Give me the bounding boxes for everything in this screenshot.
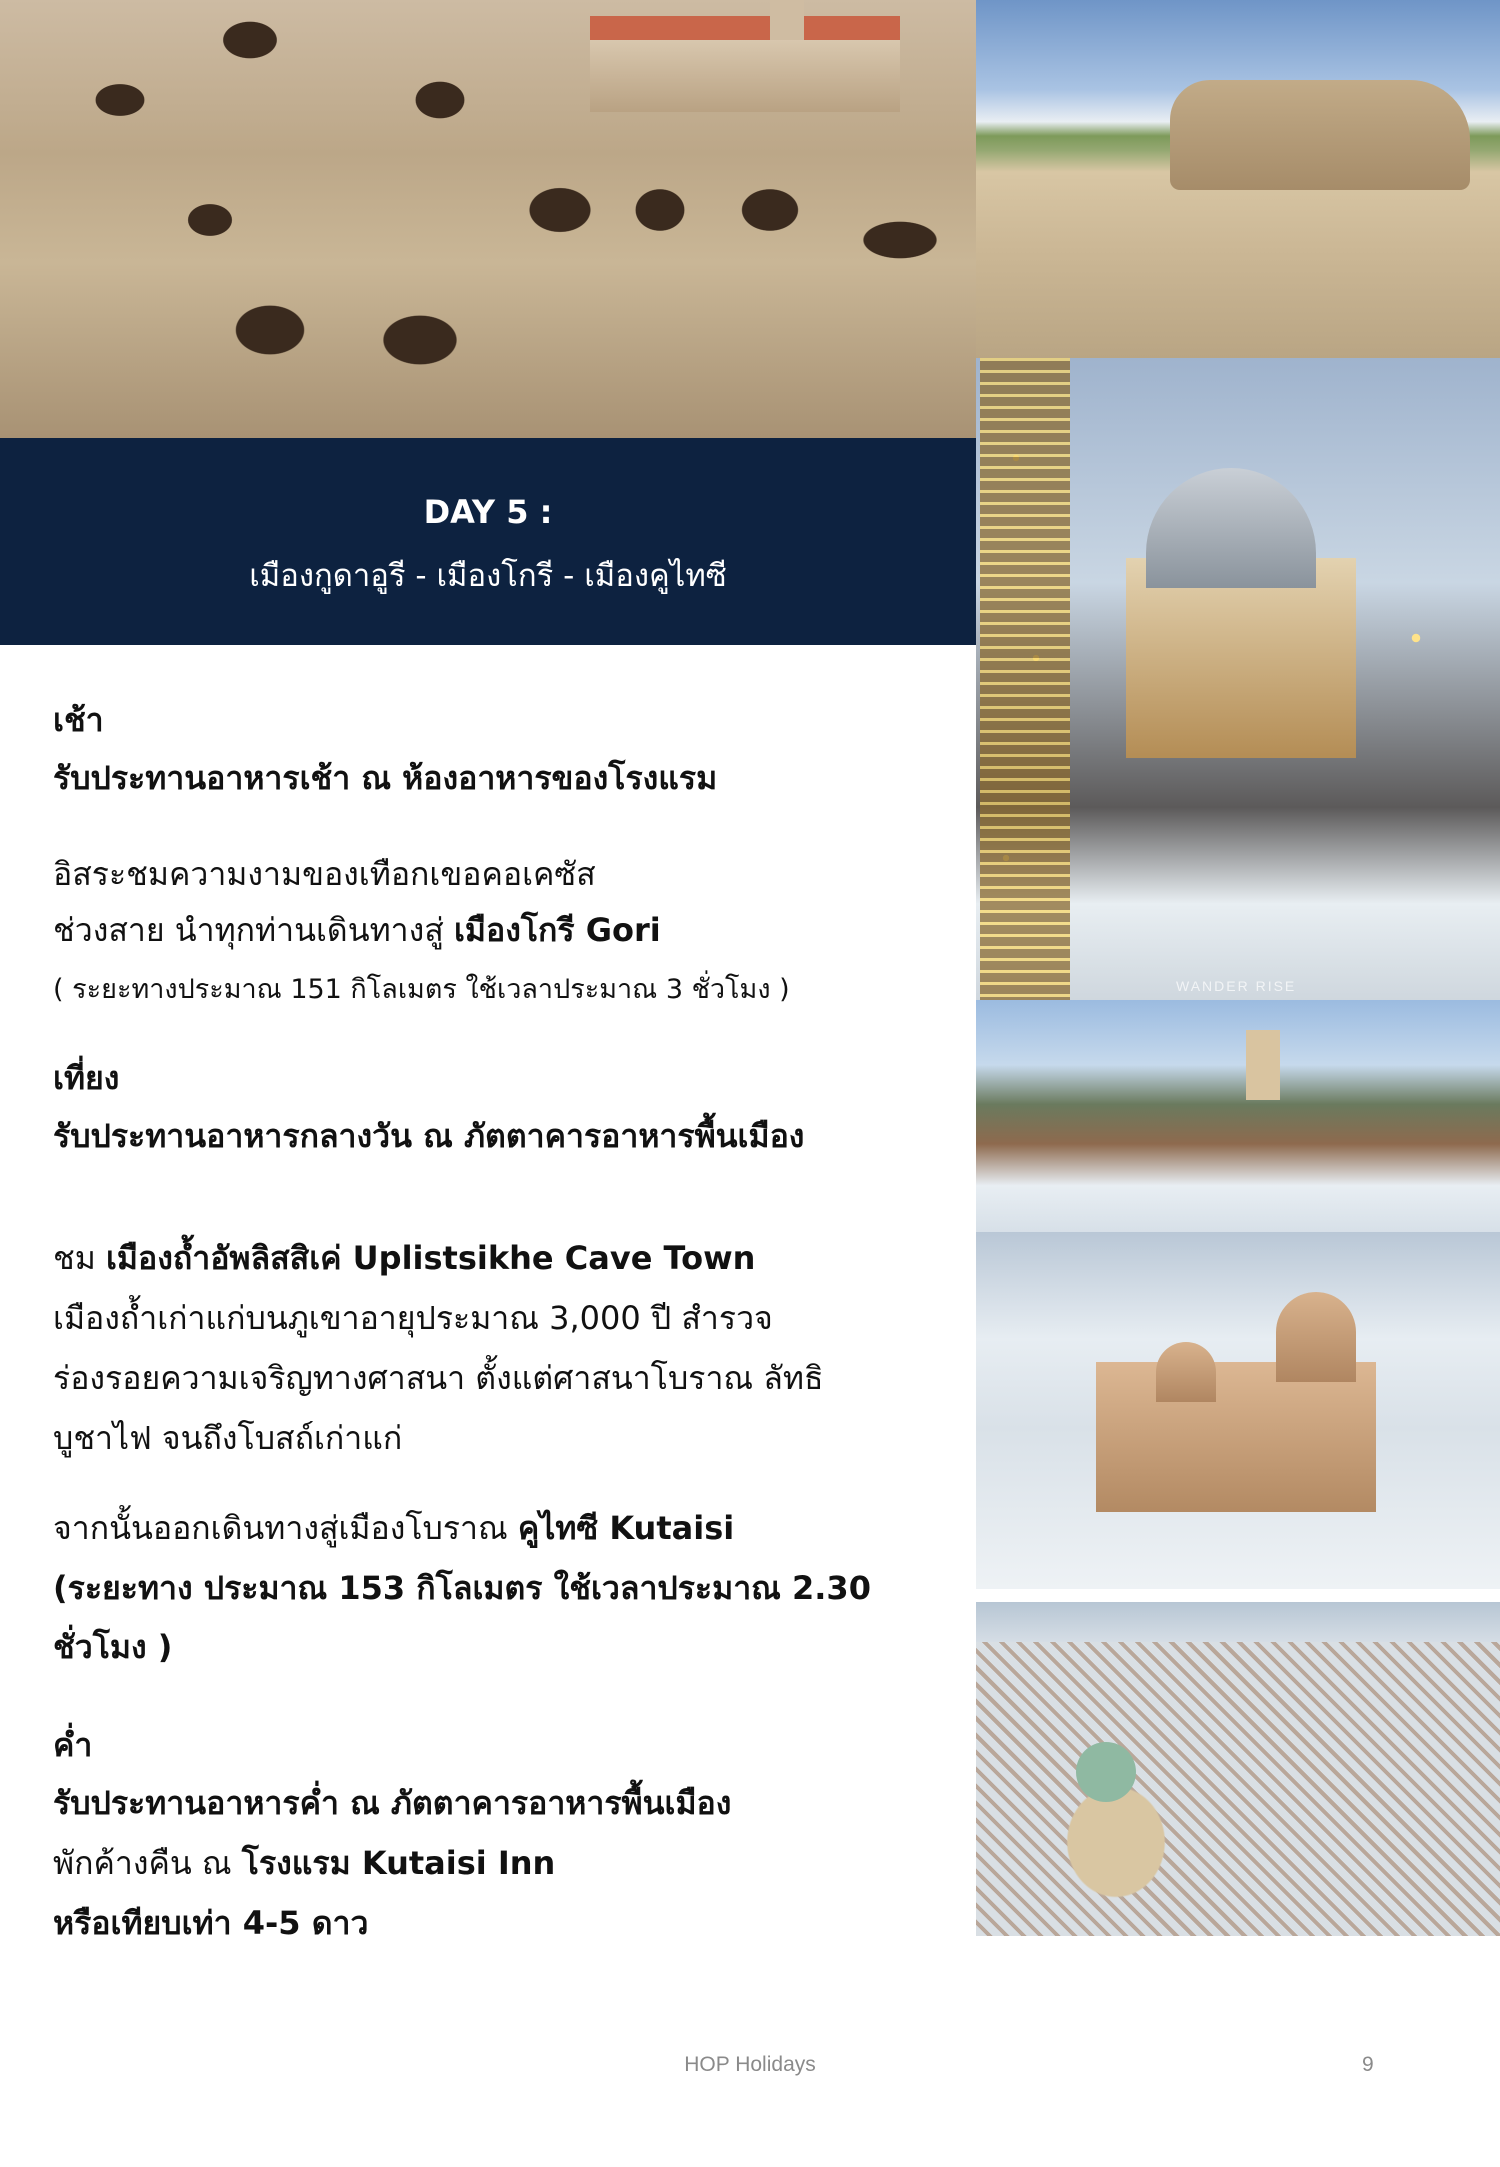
- hotel-name: โรงแรม Kutaisi Inn: [241, 1844, 556, 1882]
- gori-distance: ( ระยะทางประมาณ 151 กิโลเมตร ใช้เวลาประมาณ 3 ชั่วโมง ): [53, 974, 790, 1005]
- church-tower: [770, 0, 804, 40]
- cathedral-dome: [1076, 1742, 1136, 1802]
- cave-desc-1: เมืองถ้ำเก่าแก่บนภูเขาอายุประมาณ 3,000 ปี สำรวจ: [53, 1299, 773, 1337]
- cave-desc-3: บูชาไฟ จนถึงโบสถ์เก่าแก่: [53, 1419, 403, 1457]
- cave-town-prefix: ชม: [53, 1239, 106, 1277]
- gori-name: เมืองโกรี Gori: [453, 911, 661, 949]
- day-title: DAY 5 :: [423, 493, 553, 531]
- uplistsikhe-cave-photo: [0, 0, 976, 438]
- lunch-line: รับประทานอาหารกลางวัน ณ ภัตตาคารอาหารพื้นเมือง: [53, 1117, 805, 1155]
- building-dome: [1146, 468, 1316, 588]
- breakfast-line: รับประทานอาหารเช้า ณ ห้องอาหารของโรงแรม: [53, 759, 718, 797]
- kutaisi-name: คูไทซี Kutaisi: [517, 1509, 735, 1547]
- morning-heading: เช้า: [53, 701, 104, 739]
- kutaisi-distance-2: ชั่วโมง ): [53, 1628, 173, 1666]
- page-number: 9: [1362, 2053, 1374, 2076]
- aerial-city-photo: [976, 1602, 1500, 1936]
- cave-town-name: เมืองถ้ำอัพลิสสิเค่ Uplistsikhe Cave Town: [105, 1239, 756, 1277]
- hotel-prefix: พักค้างคืน ณ: [53, 1844, 242, 1882]
- monastery-photo: [976, 1232, 1500, 1589]
- village-church: [1246, 1030, 1280, 1100]
- photo-watermark: WANDER RISE: [1176, 978, 1297, 994]
- snowy-village-photo: [976, 1000, 1500, 1232]
- noon-heading: เที่ยง: [53, 1059, 120, 1097]
- cave-town-line: [53, 1233, 755, 1284]
- gori-line: [53, 905, 661, 956]
- kutaisi-distance-1: (ระยะทาง ประมาณ 153 กิโลเมตร ใช้เวลาประมาณ 2.30: [53, 1569, 871, 1607]
- day-banner: [0, 438, 976, 645]
- evening-heading: ค่ำ: [53, 1726, 93, 1764]
- cave-plateau-photo: [976, 0, 1500, 358]
- kutaisi-night-photo: [976, 358, 1500, 1000]
- monastery-small-dome: [1156, 1342, 1216, 1402]
- aerial-sky: [976, 1602, 1500, 1642]
- kutaisi-line: [53, 1503, 734, 1554]
- hotel-alternative: หรือเทียบเท่า 4-5 ดาว: [53, 1904, 369, 1942]
- gori-line-prefix: ช่วงสาย นำทุกท่านเดินทางสู่: [53, 911, 454, 949]
- hotel-line: [53, 1838, 555, 1889]
- church-roof: [590, 16, 900, 112]
- cave-desc-2: ร่องรอยความเจริญทางศาสนา ตั้งแต่ศาสนาโบราณ ลัทธิ: [53, 1359, 824, 1397]
- kutaisi-prefix: จากนั้นออกเดินทางสู่เมืองโบราณ: [53, 1509, 518, 1547]
- dinner-line: รับประทานอาหารค่ำ ณ ภัตตาคารอาหารพื้นเมือง: [53, 1784, 732, 1822]
- rock-formation: [1170, 80, 1470, 190]
- christmas-lights: [980, 358, 1070, 1000]
- caucasus-line: อิสระชมความงามของเทือกเขอคอเคซัส: [53, 855, 596, 893]
- footer-brand: HOP Holidays: [684, 2053, 816, 2076]
- day-route: เมืองกูดาอูรี - เมืองโกรี - เมืองคูไทซี: [249, 558, 727, 594]
- monastery-building: [1096, 1362, 1376, 1512]
- monastery-dome: [1276, 1292, 1356, 1382]
- domed-building: [1126, 558, 1356, 758]
